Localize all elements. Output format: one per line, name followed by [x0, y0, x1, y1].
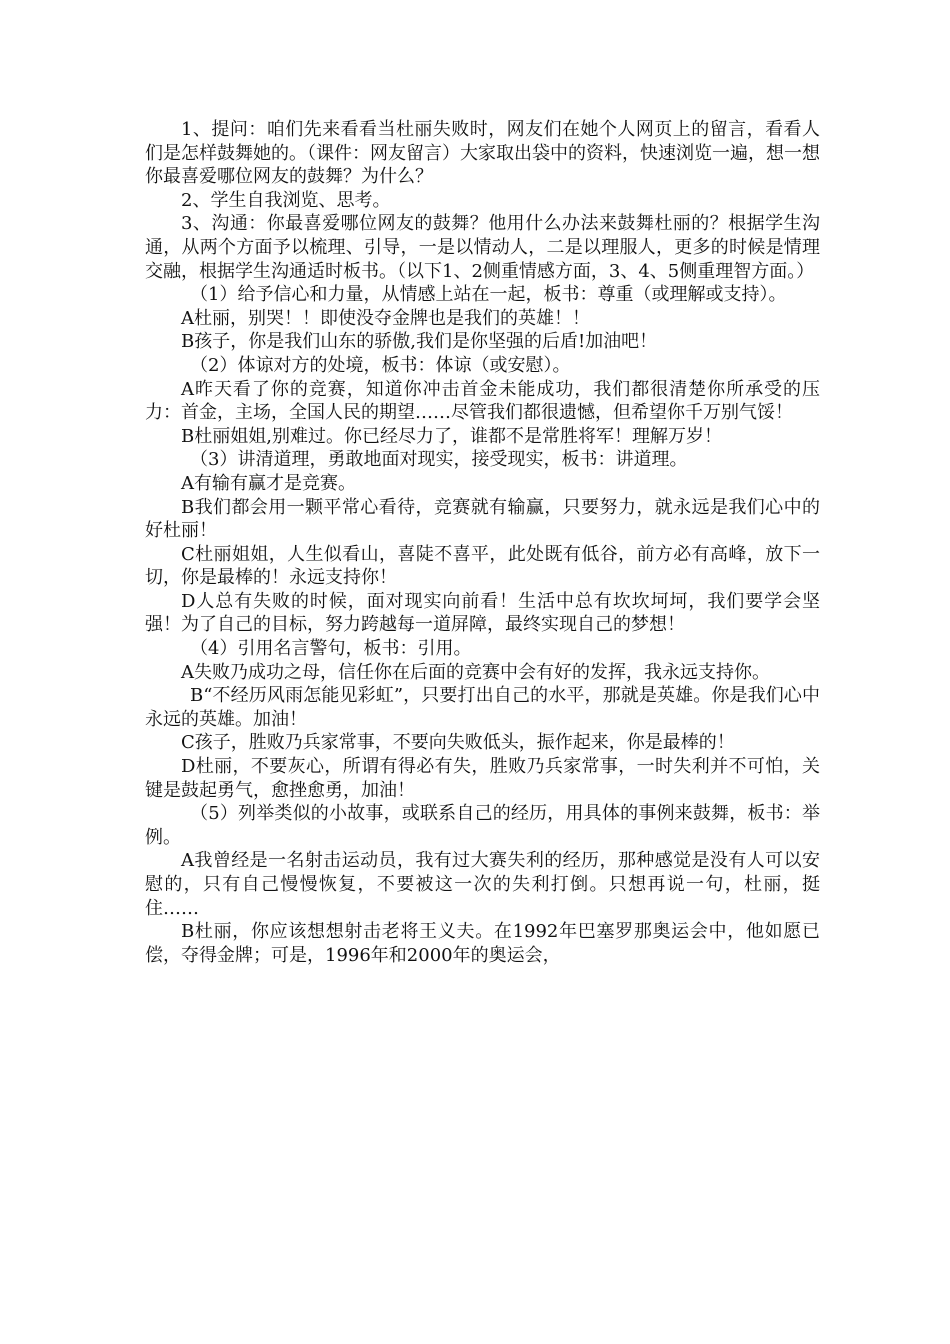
- document-body: [145, 118, 820, 967]
- message-item: A失败乃成功之母，信任你在后面的竞赛中会有好的发挥，我永远支持你。: [181, 661, 770, 683]
- heading-reasoning: （3）讲清道理，勇敢地面对现实，接受现实，板书：讲道理。: [190, 449, 688, 471]
- message-item: B孩子，你是我们山东的骄傲,我们是你坚强的后盾!加油吧！: [181, 331, 658, 353]
- paragraph-student-browse: 2、学生自我浏览、思考。: [181, 189, 391, 211]
- heading-quotation: （4）引用名言警句，板书：引用。: [190, 638, 472, 660]
- message-item: C孩子，胜败乃兵家常事，不要向失败低头，振作起来，你是最棒的！: [181, 732, 735, 754]
- heading-respect: （1）给予信心和力量，从情感上站在一起，板书：尊重（或理解或支持）。: [190, 284, 787, 306]
- message-item: A我曾经是一名射击运动员，我有过大赛失利的经历，那种感觉是没有人可以安慰的，只有自己慢慢恢复，不要被这一次的失利打倒。只想再说一句，杜丽，挺住……: [145, 850, 820, 919]
- message-item: A有输有赢才是竞赛。: [181, 472, 356, 494]
- message-item: A昨天看了你的竞赛，知道你冲击首金未能成功，我们都很清楚你所承受的压力：首金，主场，全国人民的期望……尽管我们都很遗憾，但希望你千万别气馁！: [145, 378, 820, 424]
- heading-example: （5）列举类似的小故事，或联系自己的经历，用具体的事例来鼓舞，板书：举例。: [145, 803, 820, 848]
- message-item: A杜丽，别哭！！即使没夺金牌也是我们的英雄！！: [181, 307, 590, 329]
- message-item: D杜丽，不要灰心，所谓有得必有失，胜败乃兵家常事，一时失利并不可怕，关键是鼓起勇气，愈挫愈勇，加油！: [145, 756, 820, 801]
- paragraph-question: 1、提问：咱们先来看看当杜丽失败时，网友们在她个人网页上的留言，看看人们是怎样鼓舞她的。（课件：网友留言）大家取出袋中的资料，快速浏览一遍，想一想你最喜爱哪位网友的鼓舞？为什么？: [145, 119, 820, 188]
- message-item: B“不经历风雨怎能见彩虹”，只要打出自己的水平，那就是英雄。你是我们心中永远的英雄。加油！: [145, 685, 820, 730]
- paragraph-communication: 3、沟通：你最喜爱哪位网友的鼓舞？他用什么办法来鼓舞杜丽的？根据学生沟通，从两个方面予以梳理、引导，一是以情动人，二是以理服人，更多的时候是情理交融，根据学生沟通适时板书。（以下1、2侧重情感方面，3、4、5侧重理智方面。）: [145, 213, 820, 282]
- message-item: C杜丽姐姐，人生似看山，喜陡不喜平，此处既有低谷，前方必有高峰，放下一切，你是最棒的！永远支持你！: [145, 543, 820, 589]
- message-item: B杜丽姐姐,别难过。你已经尽力了，谁都不是常胜将军！理解万岁！: [181, 425, 722, 447]
- message-item: B杜丽，你应该想想射击老将王义夫。在1992年巴塞罗那奥运会中，他如愿已偿，夺得金牌；可是，1996年和2000年的奥运会，: [145, 921, 820, 966]
- message-item: B我们都会用一颗平常心看待，竞赛就有输赢，只要努力，就永远是我们心中的好杜丽！: [145, 496, 820, 542]
- message-item: D人总有失败的时候，面对现实向前看！生活中总有坎坎坷坷，我们要学会坚强！为了自己的目标，努力跨越每一道屏障，最终实现自己的梦想！: [145, 590, 820, 636]
- heading-understanding: （2）体谅对方的处境，板书：体谅（或安慰）。: [190, 354, 571, 376]
